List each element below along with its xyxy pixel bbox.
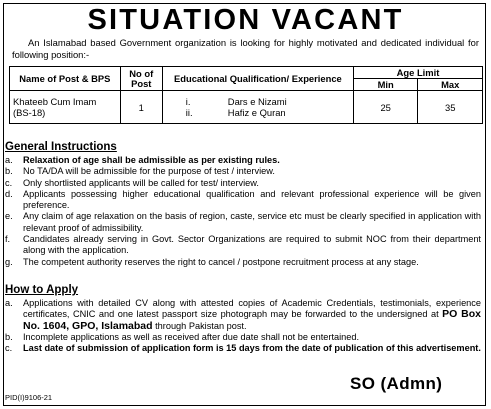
item-text: Only shortlisted applicants will be called for test/ interview.	[23, 177, 259, 188]
apply-text-part1: Applications with detailed CV along with attested copies of Academic Credentials, testimonials, experience certificates, CNIC and one latest passport size photograph may be forwarded to the undersigned at	[23, 298, 481, 320]
header-age-limit: Age Limit	[353, 67, 482, 79]
list-item	[5, 166, 481, 177]
list-item	[5, 155, 481, 166]
how-to-apply-title: How to Apply	[5, 284, 79, 296]
header-post: Name of Post & BPS	[10, 67, 121, 91]
post-name-cell	[10, 91, 121, 124]
signature-designation: SO (Admn)	[350, 374, 443, 393]
pid-number: PID(I)9106-21	[5, 393, 53, 402]
item-mark: b.	[5, 166, 13, 177]
qualification-text: Dars e Nizami	[227, 96, 287, 107]
item-mark: b.	[5, 331, 13, 342]
item-text: The competent authority reserves the right to cancel / postpone recruitment process at any stage.	[23, 256, 419, 267]
age-min-cell: 25	[353, 91, 417, 124]
list-item	[5, 234, 481, 257]
qualification-cell	[162, 91, 353, 124]
list-item	[5, 343, 481, 354]
headline: SITUATION VACANT	[87, 4, 404, 36]
qualification-text: Hafiz e Quran	[227, 107, 286, 118]
general-instructions-list	[5, 155, 481, 268]
post-name: Khateeb Cum Imam	[13, 96, 97, 107]
item-mark: c.	[5, 177, 13, 188]
list-item	[5, 332, 481, 343]
item-mark: a.	[5, 155, 13, 165]
item-text: Last date of submission of application form is 15 days from the date of publication of this advertisement.	[23, 343, 481, 354]
age-max-cell: 35	[418, 91, 483, 124]
table-row	[10, 91, 483, 124]
post-bps: (BS-18)	[13, 107, 46, 118]
qualification-number: ii.	[185, 107, 193, 118]
no-of-post-cell: 1	[120, 91, 162, 124]
item-text: Any claim of age relaxation on the basis of region, caste, service etc must be clearly specified in application with relevant proof of admissibility.	[23, 211, 481, 233]
list-item	[5, 211, 481, 234]
how-to-apply-list	[5, 298, 481, 354]
header-qualification: Educational Qualification/ Experience	[162, 67, 353, 91]
item-mark: d.	[5, 188, 13, 199]
item-text: Candidates already serving in Govt. Sector Organizations are required to submit NOC from their department along with the application.	[23, 234, 481, 256]
qualification-item	[166, 107, 350, 118]
apply-text-part2: through Pakistan post.	[152, 320, 247, 331]
list-item	[5, 257, 481, 268]
item-text: Relaxation of age shall be admissible as per existing rules.	[23, 155, 280, 165]
general-instructions-title: General Instructions	[5, 141, 117, 153]
qualification-item	[166, 96, 350, 107]
intro-paragraph: An Islamabad based Government organization is looking for highly motivated and dedicated individual for following position:-	[12, 37, 479, 60]
header-min: Min	[353, 79, 417, 91]
item-text: Incomplete applications as well as received after due date shall not be entertained.	[23, 331, 360, 342]
item-mark: g.	[5, 256, 13, 267]
po-box-address: PO Box No. 1604, GPO, Islamabad	[23, 308, 481, 332]
item-mark: e.	[5, 211, 13, 222]
list-item	[5, 298, 481, 332]
list-item	[5, 189, 481, 212]
list-item	[5, 178, 481, 189]
item-text	[23, 298, 481, 332]
table-header-row	[10, 67, 483, 79]
item-text: No TA/DA will be admissible for the purpose of test / interview.	[23, 166, 275, 177]
header-max: Max	[418, 79, 483, 91]
qualification-number: i.	[185, 96, 191, 107]
item-mark: a.	[5, 298, 13, 308]
item-text: Applicants possessing higher educational qualification and relevant professional experience will be given preference.	[23, 188, 481, 211]
posts-table	[9, 66, 483, 124]
item-mark: c.	[5, 343, 13, 354]
header-no-of-post: No of Post	[120, 67, 162, 91]
item-mark: f.	[5, 234, 11, 245]
